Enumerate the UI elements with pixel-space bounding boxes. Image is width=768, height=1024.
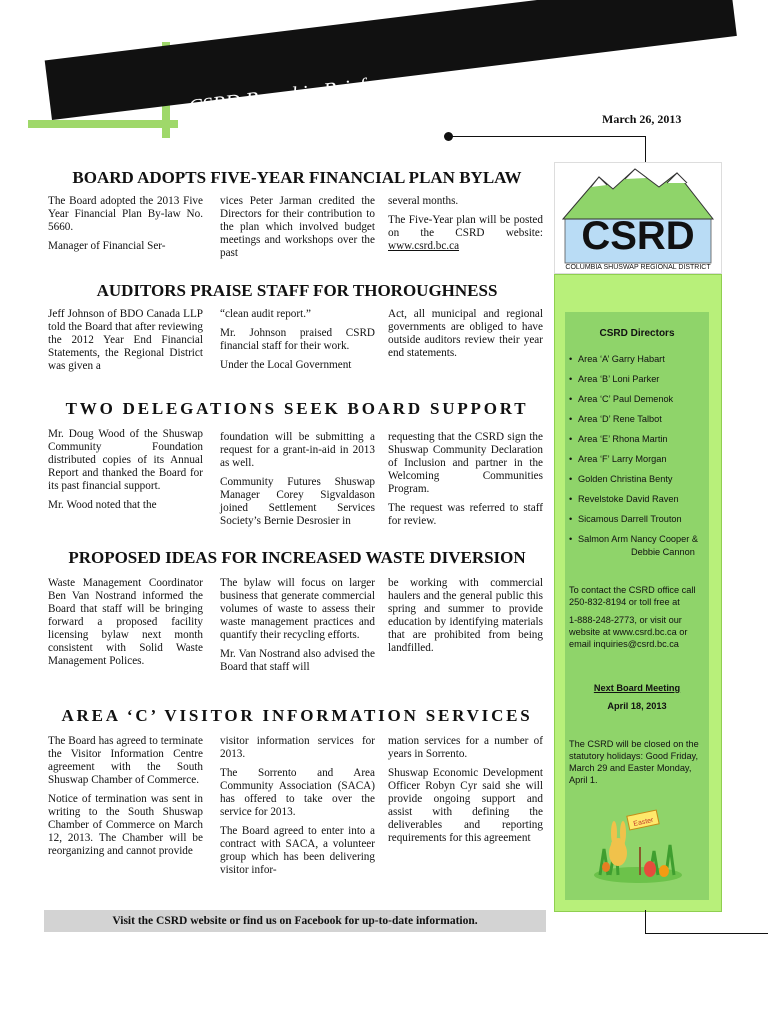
paragraph: Notice of termination was sent in writing to the South Shuswap Chamber of Commerce on March 12, 2013. The Chamber will be reorganizing and cannot provide xyxy=(48,793,203,857)
director-item xyxy=(569,513,709,533)
bullet-icon: • xyxy=(569,374,573,384)
paragraph: The Board agreed to enter into a contract with SACA, a volunteer group which has been delivering visitor infor- xyxy=(220,825,375,876)
director-name: Revelstoke David Raven xyxy=(578,494,679,504)
paragraph: be working with commercial haulers and the general public this spring and summer to provide education by identifying materials that are prohibited from being landfilled. xyxy=(388,577,543,654)
article-column xyxy=(48,428,203,518)
paragraph: several months. xyxy=(388,195,459,207)
director-item xyxy=(569,413,709,433)
director-name-continued: Debbie Cannon xyxy=(631,547,695,557)
director-item xyxy=(569,473,709,493)
director-name: Sicamous Darrell Trouton xyxy=(578,514,682,524)
footer-connector-vertical xyxy=(645,910,646,934)
article-column xyxy=(388,308,543,366)
paragraph: The bylaw will focus on larger business that generate commercial volumes of waste to assess their waste management practices and quantify their recycling efforts. xyxy=(220,577,375,641)
headline-financial-plan: BOARD ADOPTS FIVE-YEAR FINANCIAL PLAN BYLAW xyxy=(72,168,522,187)
connector-drop xyxy=(645,136,646,162)
paragraph: Shuswap Economic Development Officer Robyn Cyr said she will provide ongoing support and assist with defining the deliverables and reporting requirements for this agreement xyxy=(388,767,543,844)
director-item xyxy=(569,493,709,513)
paragraph: Act, all municipal and regional governments are obliged to have outside auditors review their year end statements. xyxy=(388,308,543,359)
article-column xyxy=(388,735,543,851)
holiday-notice: The CSRD will be closed on the statutory holidays: Good Friday, March 29 and Easter Monday, April 1. xyxy=(569,739,699,785)
paragraph: “clean audit report.” xyxy=(220,308,312,320)
footer-connector-horizontal xyxy=(645,933,768,934)
headline-waste-diversion: PROPOSED IDEAS FOR INCREASED WASTE DIVERSION xyxy=(68,548,526,567)
contact-line: 1-888-248-2773, or visit our website at www.csrd.bc.ca or email inquiries@csrd.bc.ca xyxy=(569,615,688,649)
directors-title: CSRD Directors xyxy=(599,328,675,339)
director-name: Salmon Arm Nancy Cooper & xyxy=(578,534,698,544)
website-link[interactable]: www.csrd.bc.ca xyxy=(388,240,460,252)
article-column xyxy=(220,577,375,680)
header-accent-horizontal xyxy=(28,120,178,128)
bullet-icon: • xyxy=(569,534,573,544)
paragraph: requesting that the CSRD sign the Shuswap Community Declaration of Inclusion and partner in the Welcoming Communities Program. xyxy=(388,431,543,495)
paragraph: Waste Management Coordinator Ben Van Nostrand informed the Board that staff will be bringing forward a proposed facility licensing bylaw next month consistent with Solid Waste Management Polices. xyxy=(48,577,203,667)
newsletter-title: CSRD Board in Brief xyxy=(186,73,367,120)
article-column xyxy=(48,735,203,864)
headline-delegations: TWO DELEGATIONS SEEK BOARD SUPPORT xyxy=(65,399,529,418)
director-item xyxy=(569,373,709,393)
paragraph: The Board adopted the 2013 Five Year Financial Plan By-law No. 5660. xyxy=(48,195,203,233)
directors-list xyxy=(569,353,709,561)
easter-illustration xyxy=(588,805,688,885)
contact-line: To contact the CSRD office call 250-832-8194 or toll free at xyxy=(569,585,696,607)
bullet-icon: • xyxy=(569,454,573,464)
paragraph: Community Futures Shuswap Manager Corey Sigvaldason joined Settlement Services Society’s Bernie Desrosier in xyxy=(220,476,375,527)
bullet-icon: • xyxy=(569,414,573,424)
issue-date: March 26, 2013 xyxy=(602,112,682,126)
bullet-icon: • xyxy=(569,474,573,484)
article-column xyxy=(220,735,375,883)
paragraph: The Sorrento and Area Community Association (SACA) has offered to take over the service for 2013. xyxy=(220,767,375,818)
paragraph: Jeff Johnson of BDO Canada LLP told the Board that after reviewing the 2012 Year End Financial Statements, the Regional District was given a xyxy=(48,308,203,372)
contact-info xyxy=(569,584,709,656)
director-name: Area ‘C’ Paul Demenok xyxy=(578,394,674,404)
paragraph xyxy=(388,214,543,253)
paragraph: foundation will be submitting a request for a grant-in-aid in 2013 as well. xyxy=(220,431,375,469)
article-column xyxy=(48,577,203,674)
paragraph: vices Peter Jarman credited the Directors for their contribution to the plan which involved budget meetings and workshops over the past xyxy=(220,195,375,259)
director-name: Area ‘A’ Garry Habart xyxy=(578,354,665,364)
paragraph: Mr. Doug Wood of the Shuswap Community Foundation distributed copies of its Annual Report and thanked the Board for its past financial support. xyxy=(48,428,203,492)
easter-bunny-icon xyxy=(588,805,688,885)
director-item xyxy=(569,533,709,561)
director-item xyxy=(569,433,709,453)
logo-text: CSRD xyxy=(581,214,695,258)
director-name: Area ‘D’ Rene Talbot xyxy=(578,414,662,424)
article-column xyxy=(48,308,203,379)
connector-line xyxy=(452,136,646,137)
article-column xyxy=(388,577,543,661)
paragraph: The Board has agreed to terminate the Visitor Information Centre agreement with the South Shuswap Chamber of Commerce. xyxy=(48,735,203,786)
paragraph: Under the Local Government xyxy=(220,359,352,371)
paragraph: The request was referred to staff for review. xyxy=(388,502,543,527)
csrd-logo xyxy=(554,162,722,274)
next-meeting-title: Next Board Meeting xyxy=(593,683,681,693)
bullet-icon: • xyxy=(569,514,573,524)
bullet-icon: • xyxy=(569,434,573,444)
headline-visitor-information: AREA ‘C’ VISITOR INFORMATION SERVICES xyxy=(61,706,533,725)
director-item xyxy=(569,353,709,373)
article-column xyxy=(220,195,375,266)
paragraph: mation services for a number of years in Sorrento. xyxy=(388,735,543,760)
paragraph-text: The Five-Year plan will be posted on the CSRD website: xyxy=(388,214,543,239)
director-item xyxy=(569,393,709,413)
article-column xyxy=(220,431,375,534)
director-name: Area ‘B’ Loni Parker xyxy=(578,374,660,384)
director-name: Area ‘E’ Rhona Martin xyxy=(578,434,668,444)
bullet-icon: • xyxy=(569,354,573,364)
mountain-logo-icon xyxy=(555,163,721,273)
bullet-icon: • xyxy=(569,494,573,504)
paragraph: Manager of Financial Ser- xyxy=(48,240,166,252)
article-column xyxy=(388,195,543,259)
logo-subtitle: COLUMBIA SHUSWAP REGIONAL DISTRICT xyxy=(565,264,711,271)
easter-sign-text: Easter xyxy=(632,816,655,828)
director-name: Area ‘F’ Larry Morgan xyxy=(578,454,667,464)
title-banner xyxy=(45,0,737,120)
footer-banner: Visit the CSRD website or find us on Facebook for up-to-date information. xyxy=(44,910,546,932)
paragraph: visitor information services for 2013. xyxy=(220,735,375,760)
paragraph: Mr. Johnson praised CSRD financial staff for their work. xyxy=(220,327,375,352)
director-item xyxy=(569,453,709,473)
article-column xyxy=(220,308,375,378)
director-name: Golden Christina Benty xyxy=(578,474,673,484)
paragraph: Mr. Wood noted that the xyxy=(48,499,157,511)
next-meeting-date: April 18, 2013 xyxy=(607,701,667,711)
article-column xyxy=(388,431,543,534)
headline-auditors: AUDITORS PRAISE STAFF FOR THOROUGHNESS xyxy=(96,281,498,300)
bullet-icon: • xyxy=(569,394,573,404)
article-column xyxy=(48,195,203,259)
paragraph: Mr. Van Nostrand also advised the Board that staff will xyxy=(220,648,375,673)
